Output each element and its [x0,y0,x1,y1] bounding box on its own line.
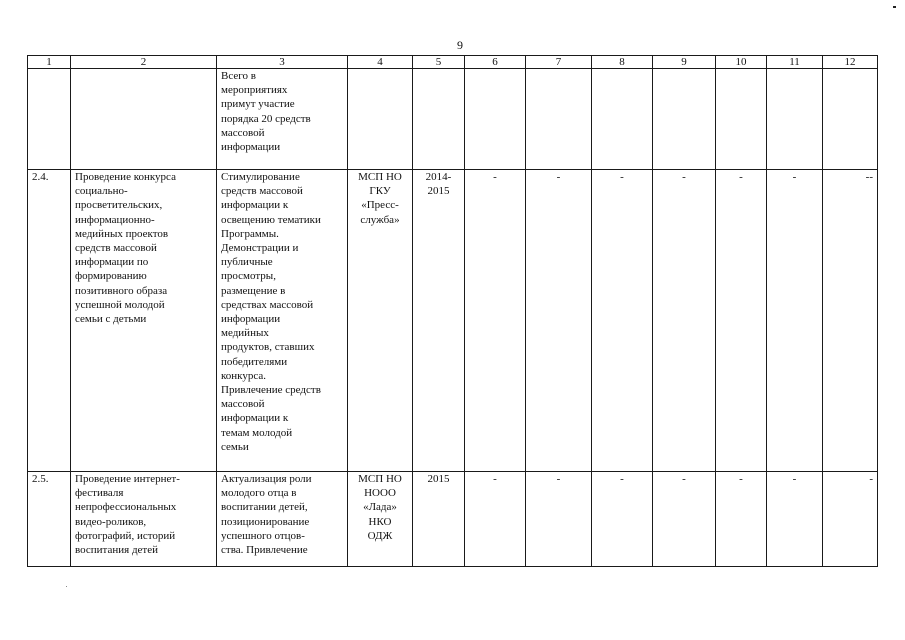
value-cell [823,69,878,170]
period-cell: 2015 [413,472,465,567]
period-cell [413,69,465,170]
period-cell: 2014- 2015 [413,170,465,472]
value-cell: - [716,170,767,472]
column-header: 10 [716,56,767,69]
event-cell: Проведение конкурса социально- просветительских, информационно- медийных проектов средств массовой информации по формированию позитивного образа успешной молодой семьи с детьми [71,170,217,472]
value-cell [592,69,653,170]
value-cell: - [653,170,716,472]
value-cell [653,69,716,170]
result-cell: Актуализация роли молодого отца в воспитании детей, позиционирование успешного отцов- ства. Привлечение [217,472,348,567]
page-number: 9 [457,38,463,52]
value-cell: - [716,472,767,567]
value-cell: - [465,472,526,567]
row-number: 2.4. [28,170,71,472]
row-number: 2.5. [28,472,71,567]
column-header: 1 [28,56,71,69]
header-row [28,56,878,69]
column-header: 11 [767,56,823,69]
value-cell: - [767,170,823,472]
value-cell: - [767,472,823,567]
value-cell [767,69,823,170]
executor-cell: МСП НО НООО «Лада» НКО ОДЖ [348,472,413,567]
value-cell: - [465,170,526,472]
value-cell [716,69,767,170]
scan-speck [66,586,67,587]
value-cell [465,69,526,170]
column-header: 9 [653,56,716,69]
executor-cell [348,69,413,170]
column-header: 7 [526,56,592,69]
event-cell [71,69,217,170]
value-cell: - [653,472,716,567]
column-header: 3 [217,56,348,69]
value-cell: - [526,472,592,567]
column-header: 5 [413,56,465,69]
column-header: 6 [465,56,526,69]
column-header: 2 [71,56,217,69]
value-cell: - [526,170,592,472]
column-header: 8 [592,56,653,69]
table-row [28,69,878,170]
value-cell: - [592,472,653,567]
value-cell: - [823,472,878,567]
column-header: 4 [348,56,413,69]
corner-mark [893,6,896,8]
result-cell: Стимулирование средств массовой информации к освещению тематики Программы. Демонстрации и публичные просмотры, размещение в средствах массовой информации медийных продуктов, ставших победителями конкурса. Привлечение средств массовой информации к темам молодой семьи [217,170,348,472]
result-cell: Всего в мероприятиях примут участие порядка 20 средств массовой информации [217,69,348,170]
table-row [28,472,878,567]
program-table [27,55,878,567]
value-cell: -- [823,170,878,472]
event-cell: Проведение интернет- фестиваля непрофессиональных видео-роликов, фотографий, историй воспитания детей [71,472,217,567]
value-cell: - [592,170,653,472]
executor-cell: МСП НО ГКУ «Пресс- служба» [348,170,413,472]
row-number [28,69,71,170]
column-header: 12 [823,56,878,69]
value-cell [526,69,592,170]
table-row [28,170,878,472]
